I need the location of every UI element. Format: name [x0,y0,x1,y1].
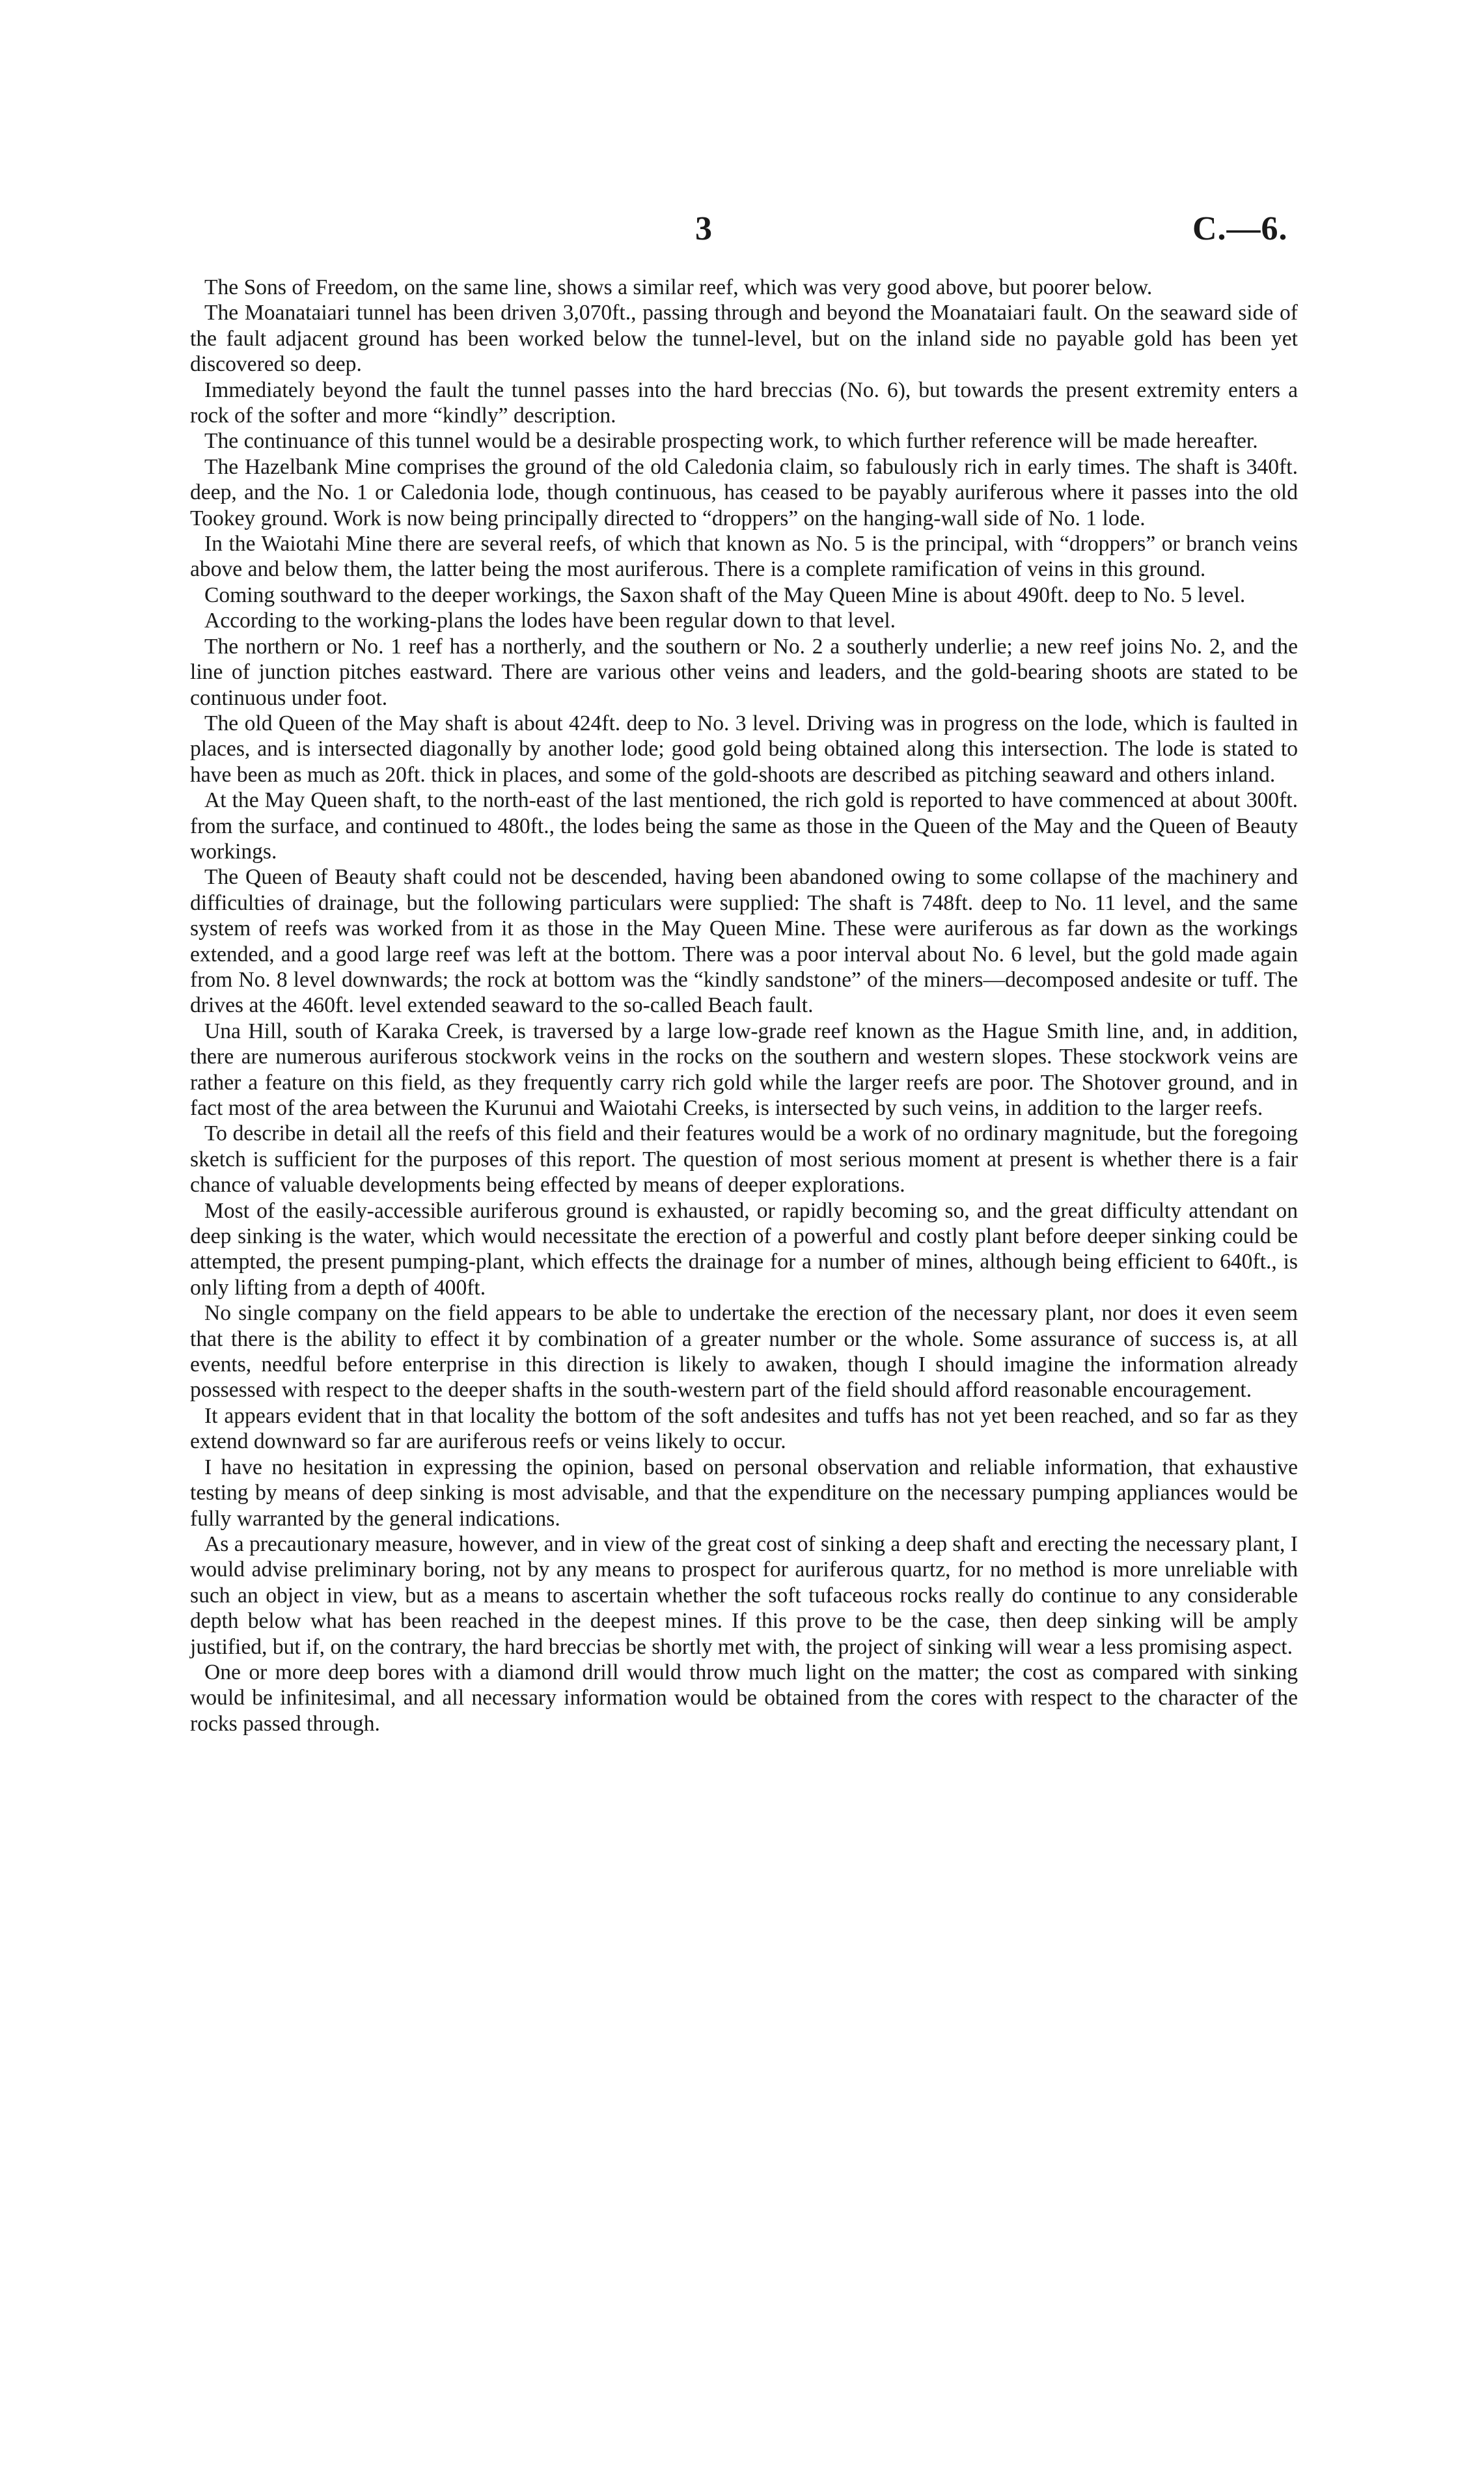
paragraph-soft-andesites: It appears evident that in that locality the bottom of the soft andesites and tuffs has not yet been reached, and so far as they extend downward so far are auriferous reefs or veins likely to occur. [190,1403,1298,1454]
paragraph-auriferous-ground: Most of the easily-accessible auriferous ground is exhausted, or rapidly becoming so, and the great difficulty attendant on deep sinking is the water, which would necessitate the erection of a powerful and costly plant before deeper sinking could be attempted, the present pumping-plant, which effects the drainage for a number of mines, although being efficient to 640ft., is only lifting from a depth of 400ft. [190,1198,1298,1300]
paragraph-moanataiari-tunnel: The Moanataiari tunnel has been driven 3,070ft., passing through and beyond the Moanataiari fault. On the seaward side of the fault adjacent ground has been worked below the tunnel-level, but on the inland side no payable gold has been yet discovered so deep. [190,301,1298,377]
paragraph-queen-of-may-shaft: The old Queen of the May shaft is about 424ft. deep to No. 3 level. Driving was in progress on the lode, which is faulted in places, and is intersected diagonally by another lode; good gold being obtained along this intersection. The lode is stated to have been as much as 20ft. thick in places, and some of the gold-shoots are described as pitching seaward and others inland. [190,711,1298,787]
paragraph-queen-of-beauty: The Queen of Beauty shaft could not be descended, having been abandoned owing to some collapse of the machinery and difficulties of drainage, but the following particulars were supplied: The shaft is 748ft. deep to No. 11 level, and the same system of reefs was worked from it as those in the May Queen Mine. These were auriferous as far down as the workings extended, and a good large reef was left at the bottom. There was a poor interval about No. 6 level, but the gold made again from No. 8 level downwards; the rock at bottom was the “kindly sandstone” of the miners—decomposed andesite or tuff. The drives at the 460ft. level extended seaward to the so-called Beach fault. [190,865,1298,1018]
report-body [190,275,1298,1736]
paragraph-diamond-drill: One or more deep bores with a diamond drill would throw much light on the matter; the cost as compared with sinking would be infinitesimal, and all necessary information would be obtained from the cores with respect to the character of the rocks passed through. [190,1660,1298,1736]
document-reference: C.—6. [1192,210,1288,247]
paragraph-describe-reefs: To describe in detail all the reefs of this field and their features would be a work of no ordinary magnitude, but the foregoing sketch is sufficient for the purposes of this report. The question of most serious moment at present is whether there is a fair chance of valuable developments being effected by means of deeper explorations. [190,1121,1298,1198]
paragraph-working-plans: According to the working-plans the lodes have been regular down to that level. [204,609,896,633]
paragraph-saxon-shaft: Coming southward to the deeper workings, the Saxon shaft of the May Queen Mine is about 490ft. deep to No. 5 level. [204,583,1246,607]
paragraph-sons-of-freedom: The Sons of Freedom, on the same line, shows a similar reef, which was very good above, but poorer below. [204,275,1153,299]
paragraph-may-queen-shaft: At the May Queen shaft, to the north-east of the last mentioned, the rich gold is reported to have commenced at about 300ft. from the surface, and continued to 480ft., the lodes being the same as those in the Queen of the May and the Queen of Beauty workings. [190,788,1298,864]
paragraph-single-company: No single company on the field appears to be able to undertake the erection of the necessary plant, nor does it even seem that there is the ability to effect it by combination of a greater number or the whole. Some assurance of success is, at all events, needful before enterprise in this direction is likely to awaken, though I should imagine the information already possessed with respect to the deeper shafts in the south-western part of the field should afford reasonable encouragement. [190,1301,1298,1403]
paragraph-beyond-fault: Immediately beyond the fault the tunnel passes into the hard breccias (No. 6), but towards the present extremity enters a rock of the softer and more “kindly” description. [190,377,1298,428]
paragraph-una-hill: Una Hill, south of Karaka Creek, is traversed by a large low-grade reef known as the Hague Smith line, and, in addition, there are numerous auriferous stockwork veins in the rocks on the southern and western slopes. These stockwork veins are rather a feature on this field, as they frequently carry rich gold while the larger reefs are poor. The Shotover ground, and in fact most of the area between the Kurunui and Waiotahi Creeks, is intersected by such veins, in addition to the larger reefs. [190,1019,1298,1120]
paragraph-waiotahi-mine: In the Waiotahi Mine there are several reefs, of which that known as No. 5 is the principal, with “droppers” or branch veins above and below them, the latter being the most auriferous. There is a complete ramification of veins in this ground. [190,532,1298,582]
paragraph-hazelbank-mine: The Hazelbank Mine comprises the ground of the old Caledonia claim, so fabulously rich in early times. The shaft is 340ft. deep, and the No. 1 or Caledonia lode, though continuous, has ceased to be payably auriferous where it passes into the old Tookey ground. Work is now being principally directed to “droppers” on the hanging-wall side of No. 1 lode. [190,454,1298,530]
paragraph-northern-reef: The northern or No. 1 reef has a northerly, and the southern or No. 2 a southerly underlie; a new reef joins No. 2, and the line of junction pitches eastward. There are various other veins and leaders, and the gold-bearing shoots are stated to be continuous under foot. [190,634,1298,710]
page-header [0,210,1484,255]
paragraph-precautionary-boring: As a precautionary measure, however, and in view of the great cost of sinking a deep shaft and erecting the necessary plant, I would advise preliminary boring, not by any means to prospect for auriferous quartz, for no method is more unreliable with such an object in view, but as a means to ascertain whether the soft tufaceous rocks really do continue to any considerable depth below what has been reached in the deepest mines. If this prove to be the case, then deep sinking will be amply justified, but if, on the contrary, the hard breccias be shortly met with, the project of sinking will wear a less promising aspect. [190,1531,1298,1659]
paragraph-tunnel-continuance: The continuance of this tunnel would be a desirable prospecting work, to which further reference will be made hereafter. [204,429,1258,454]
paragraph-opinion: I have no hesitation in expressing the opinion, based on personal observation and reliable information, that exhaustive testing by means of deep sinking is most advisable, and that the expenditure on the necessary pumping appliances would be fully warranted by the general indications. [190,1455,1298,1531]
page-number: 3 [695,210,712,247]
